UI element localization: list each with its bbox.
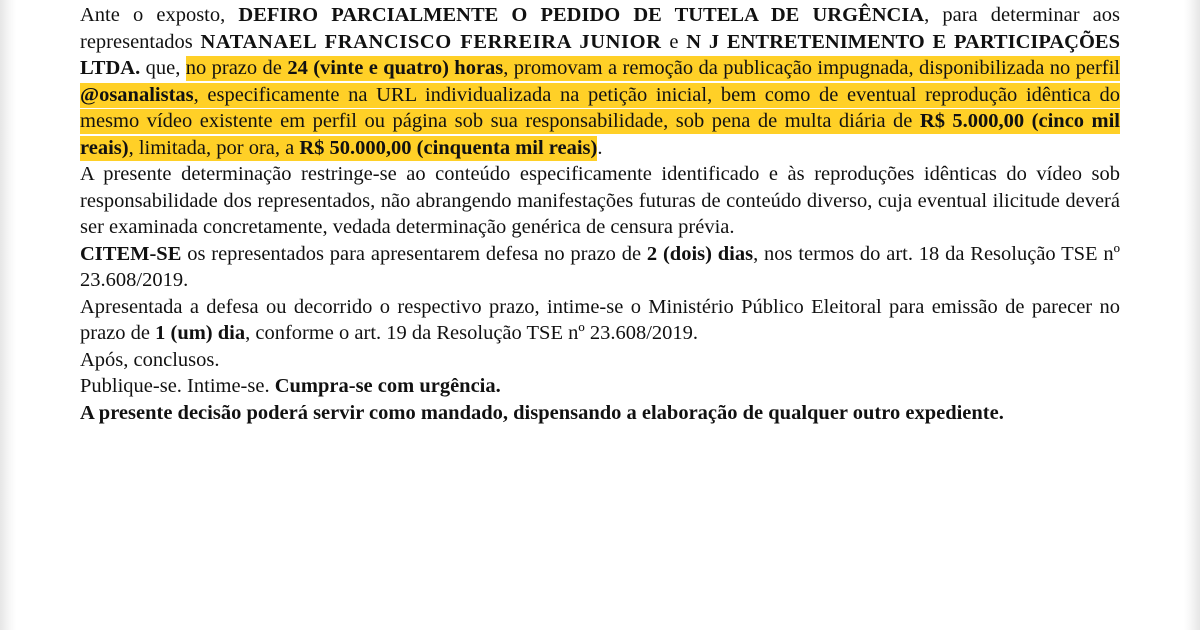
bold-run: CITEM-SE bbox=[80, 242, 182, 265]
bold-run: DEFIRO PARCIALMENTE O PEDIDO DE TUTELA DE URGÊNCIA bbox=[238, 4, 925, 26]
paragraph-dispositivo bbox=[80, 2, 1120, 161]
paragraph-conclusos: Após, conclusos. bbox=[80, 348, 220, 371]
page-edge-left bbox=[0, 0, 16, 630]
text-run: , nos termos do art. 18 da Resolução TSE nº 23.608/2019. bbox=[80, 242, 1120, 291]
highlight-bold-run: @osanalistas bbox=[80, 83, 194, 106]
text-run: os representados para apresentarem defesa no prazo de bbox=[181, 242, 647, 265]
text-run: , conforme o art. 19 da Resolução TSE nº 23.608/2019. bbox=[245, 322, 699, 344]
text-run: que, bbox=[140, 57, 186, 79]
text-run: . bbox=[597, 136, 603, 159]
bold-run: 1 (um) dia bbox=[155, 322, 246, 344]
text-run: Publique-se. Intime-se. bbox=[80, 375, 275, 397]
paragraph-ministerio-publico bbox=[80, 294, 1120, 347]
highlight-bold-run: R$ 50.000,00 (cinquenta mil reais) bbox=[299, 136, 598, 159]
bold-run-party-2: N J ENTRETENIMENTO E PARTICIPAÇÕES LTDA. bbox=[80, 30, 1120, 79]
paragraph-mandado bbox=[80, 400, 1120, 427]
paragraph-scope: A presente determinação restringe-se ao conteúdo especificamente identificado e às reproduções idênticas do vídeo sob responsabilidade dos representados, não abrangendo manifestações futuras de conteúdo diverso, cuja eventual ilicitude deverá ser examinada concretamente, vedada determinação genérica de censura prévia. bbox=[80, 163, 1120, 238]
bold-run: A presente decisão poderá servir como mandado, dispensando a elaboração de qualquer outro expediente. bbox=[80, 401, 1004, 424]
highlight-run: , especificamente na URL individualizada na petição inicial, bem como de eventual reprodução idêntica do mesmo vídeo existente em perfil ou página sob sua responsabilidade, sob pena de multa diária de bbox=[80, 83, 1120, 132]
paragraph-citation bbox=[80, 241, 1120, 294]
text-run: e bbox=[661, 30, 687, 53]
page-edge-right bbox=[1184, 0, 1200, 630]
highlight-bold-run: 24 (vinte e quatro) horas bbox=[287, 57, 504, 79]
highlight-bold-run: R$ 5.000,00 (cinco mil reais) bbox=[80, 110, 1120, 159]
bold-run: Cumpra-se com urgência. bbox=[274, 375, 501, 397]
bold-run: 2 (dois) dias bbox=[646, 242, 754, 265]
highlight-run: no prazo de bbox=[185, 57, 288, 79]
text-run: , para determinar aos representados bbox=[80, 4, 1121, 53]
highlight-run: , limitada, por ora, a bbox=[128, 136, 300, 159]
bold-run-party-1: NATANAEL FRANCISCO FERREIRA JUNIOR bbox=[200, 30, 662, 53]
text-run: Apresentada a defesa ou decorrido o respectivo prazo, intime-se o Ministério Público Eleitoral para emissão de parecer no prazo de bbox=[80, 295, 1120, 344]
text-run: Ante o exposto, bbox=[80, 4, 239, 26]
highlight-run: , promovam a remoção da publicação impugnada, disponibilizada no perfil bbox=[503, 57, 1120, 79]
paragraph-publique-se bbox=[80, 373, 1120, 400]
decision-text bbox=[80, 2, 1120, 426]
